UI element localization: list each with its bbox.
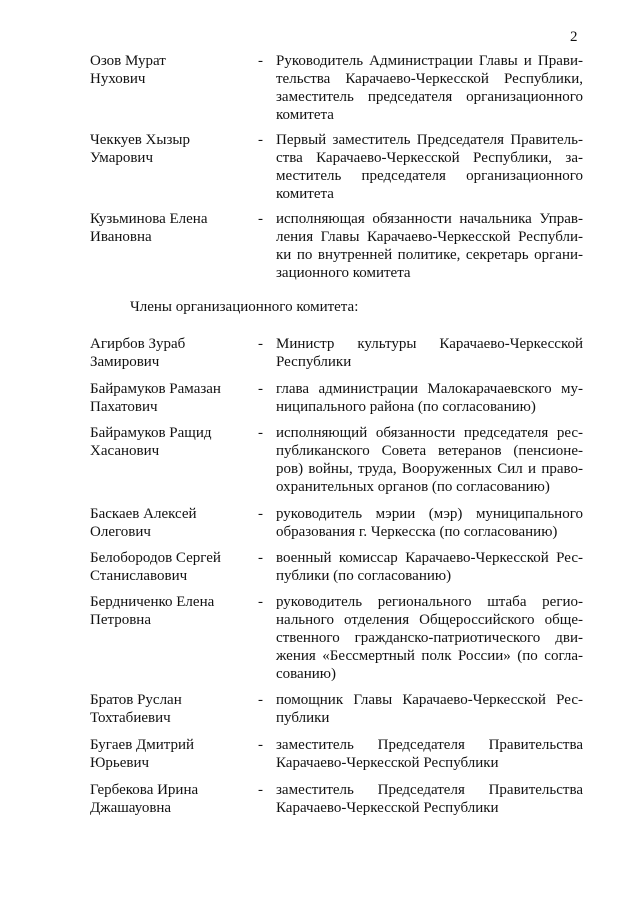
person-name-line: Баскаев Алексей: [90, 506, 197, 522]
position-description: [276, 781, 583, 817]
person-name: [90, 549, 250, 585]
position-description-line: исполняющая обязанности начальника Управ-: [276, 211, 583, 227]
position-description-line: Руководитель Администрации Главы и Прави-: [276, 53, 583, 69]
person-name: [90, 593, 250, 629]
position-description-line: публики: [276, 710, 330, 726]
position-description-line: руководитель регионального штаба регио-: [276, 594, 583, 610]
position-description-line: заместитель Председателя Правительства: [276, 782, 583, 798]
person-name: [90, 736, 250, 772]
position-description: [276, 380, 583, 416]
position-description-line: меститель председателя организационного: [276, 168, 583, 184]
position-description-line: охранительных органов (по согласованию): [276, 479, 550, 495]
person-name-line: Олегович: [90, 524, 151, 540]
position-description-line: комитета: [276, 107, 334, 123]
person-name-line: Братов Руслан: [90, 692, 182, 708]
person-name-line: Бугаев Дмитрий: [90, 737, 195, 753]
person-name-line: Тохтабиевич: [90, 710, 171, 726]
entry-dash: -: [258, 53, 263, 69]
entry-dash: -: [258, 550, 263, 566]
position-description-line: Республики: [276, 354, 352, 370]
position-description-line: ления Главы Карачаево-Черкесской Республи-: [276, 229, 583, 245]
position-description-line: публиканского Совета ветеранов (пенсионе-: [276, 443, 583, 459]
entry-dash: -: [258, 211, 263, 227]
position-description-line: Министр культуры Карачаево-Черкесской: [276, 336, 583, 352]
position-description-line: ров) войны, труда, Вооруженных Сил и право-: [276, 461, 583, 477]
person-name-line: Петровна: [90, 612, 151, 628]
position-description-line: исполняющий обязанности председателя рес-: [276, 425, 583, 441]
person-name: [90, 131, 250, 167]
section-heading: Члены организационного комитета:: [130, 299, 359, 315]
entry-dash: -: [258, 506, 263, 522]
person-name: [90, 52, 250, 88]
position-description-line: Карачаево-Черкесской Республики: [276, 800, 499, 816]
position-description: [276, 736, 583, 772]
entry-dash: -: [258, 336, 263, 352]
position-description-line: военный комиссар Карачаево-Черкесской Рес-: [276, 550, 583, 566]
position-description-line: тельства Карачаево-Черкесской Республики,: [276, 71, 583, 87]
person-name-line: Хасанович: [90, 443, 160, 459]
position-description-line: ства Карачаево-Черкесской Республики, за-: [276, 150, 583, 166]
person-name-line: Кузьминова Елена: [90, 211, 208, 227]
entry-dash: -: [258, 381, 263, 397]
position-description-line: зационного комитета: [276, 265, 411, 281]
position-description-line: нального отделения Общероссийского обще-: [276, 612, 583, 628]
person-name: [90, 210, 250, 246]
position-description: [276, 691, 583, 727]
position-description-line: Первый заместитель Председателя Правитель-: [276, 132, 583, 148]
position-description: [276, 52, 583, 124]
person-name-line: Агирбов Зураб: [90, 336, 186, 352]
person-name-line: Юрьевич: [90, 755, 150, 771]
position-description-line: комитета: [276, 186, 334, 202]
person-name: [90, 781, 250, 817]
position-description-line: заместитель Председателя Правительства: [276, 737, 583, 753]
position-description-line: жения «Бессмертный полк России» (по согла-: [276, 648, 583, 664]
position-description-line: ниципального района (по согласованию): [276, 399, 536, 415]
person-name-line: Бердниченко Елена: [90, 594, 215, 610]
position-description-line: ственного гражданско-патриотического дви-: [276, 630, 583, 646]
person-name-line: Ивановна: [90, 229, 152, 245]
person-name-line: Станиславович: [90, 568, 188, 584]
person-name-line: Замирович: [90, 354, 160, 370]
position-description: [276, 549, 583, 585]
person-name: [90, 335, 250, 371]
person-name-line: Чеккуев Хызыр: [90, 132, 190, 148]
position-description-line: заместитель председателя организационного: [276, 89, 583, 105]
position-description: [276, 335, 583, 371]
position-description-line: сованию): [276, 666, 336, 682]
person-name-line: Байрамуков Рамазан: [90, 381, 221, 397]
position-description: [276, 210, 583, 282]
person-name-line: Гербекова Ирина: [90, 782, 199, 798]
person-name-line: Нухович: [90, 71, 146, 87]
position-description-line: Карачаево-Черкесской Республики: [276, 755, 499, 771]
position-description-line: помощник Главы Карачаево-Черкесской Рес-: [276, 692, 583, 708]
position-description-line: образования г. Черкесска (по согласованию): [276, 524, 558, 540]
page-number: 2: [570, 29, 578, 45]
entry-dash: -: [258, 737, 263, 753]
position-description-line: ки по внутренней политике, секретарь органи-: [276, 247, 583, 263]
position-description: [276, 593, 583, 683]
position-description-line: публики (по согласованию): [276, 568, 452, 584]
person-name-line: Пахатович: [90, 399, 158, 415]
position-description-line: руководитель мэрии (мэр) муниципального: [276, 506, 583, 522]
person-name-line: Джашауовна: [90, 800, 172, 816]
person-name: [90, 380, 250, 416]
entry-dash: -: [258, 692, 263, 708]
position-description: [276, 131, 583, 203]
entry-dash: -: [258, 594, 263, 610]
position-description-line: глава администрации Малокарачаевского му-: [276, 381, 583, 397]
person-name: [90, 691, 250, 727]
position-description: [276, 424, 583, 496]
entry-dash: -: [258, 425, 263, 441]
person-name: [90, 424, 250, 460]
position-description: [276, 505, 583, 541]
person-name-line: Озов Мурат: [90, 53, 166, 69]
person-name-line: Белобородов Сергей: [90, 550, 221, 566]
person-name-line: Байрамуков Ращид: [90, 425, 212, 441]
entry-dash: -: [258, 132, 263, 148]
person-name-line: Умарович: [90, 150, 154, 166]
entry-dash: -: [258, 782, 263, 798]
person-name: [90, 505, 250, 541]
